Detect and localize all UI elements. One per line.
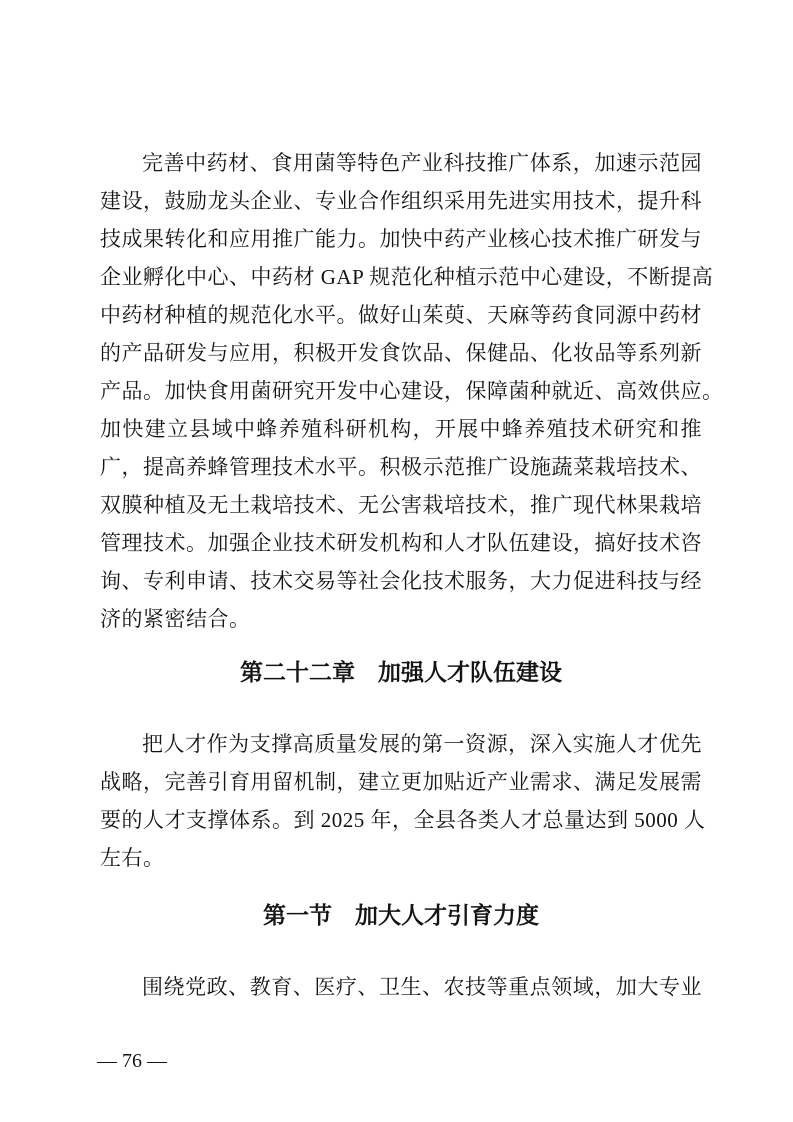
paragraph-key-fields [100,968,702,1006]
text-line: 管理技术。加强企业技术研发机构和人才队伍建设，搞好技术咨 [100,531,702,555]
text-line: 企业孵化中心、中药材 GAP 规范化种植示范中心建设，不断提高 [100,265,714,289]
page-number: — 76 — [97,1050,167,1072]
paragraph-science-promotion [100,144,724,638]
text-line: 济的紧密结合。 [100,607,251,631]
text-line: 技成果转化和应用推广能力。加快中药产业核心技术推广研发与 [100,227,702,251]
text-line: 把人才作为支撑高质量发展的第一资源，深入实施人才优先 [142,732,702,756]
text-line: 围绕党政、教育、医疗、卫生、农技等重点领域，加大专业 [142,975,702,999]
text-line: 中药材种植的规范化水平。做好山茱萸、天麻等药食同源中药材 [100,303,702,327]
section-heading: 第一节 加大人才引育力度 [263,902,539,928]
chapter-heading: 第二十二章 加强人才队伍建设 [240,659,562,685]
text-line: 询、专利申请、技术交易等社会化技术服务，大力促进科技与经 [100,569,702,593]
text-line: 加快建立县域中蜂养殖科研机构，开展中蜂养殖技术研究和推 [100,417,702,441]
text-line: 完善中药材、食用菌等特色产业科技推广体系，加速示范园 [142,151,702,175]
text-line: 战略，完善引育用留机制，建立更加贴近产业需求、满足发展需 [100,770,702,794]
paragraph-talent-resource [100,725,706,877]
text-line: 要的人才支撑体系。到 2025 年，全县各类人才总量达到 5000 人 [100,808,706,832]
text-line: 广，提高养蜂管理技术水平。积极示范推广设施蔬菜栽培技术、 [100,455,702,479]
text-line: 左右。 [100,846,165,870]
text-line: 双膜种植及无土栽培技术、无公害栽培技术，推广现代林果栽培 [100,493,702,517]
text-line: 产品。加快食用菌研究开发中心建设，保障菌种就近、高效供应。 [100,379,724,403]
text-line: 的产品研发与应用，积极开发食饮品、保健品、化妆品等系列新 [100,341,702,365]
page-content [100,144,724,1006]
text-line: 建设，鼓励龙头企业、专业合作组织采用先进实用技术，提升科 [100,189,702,213]
